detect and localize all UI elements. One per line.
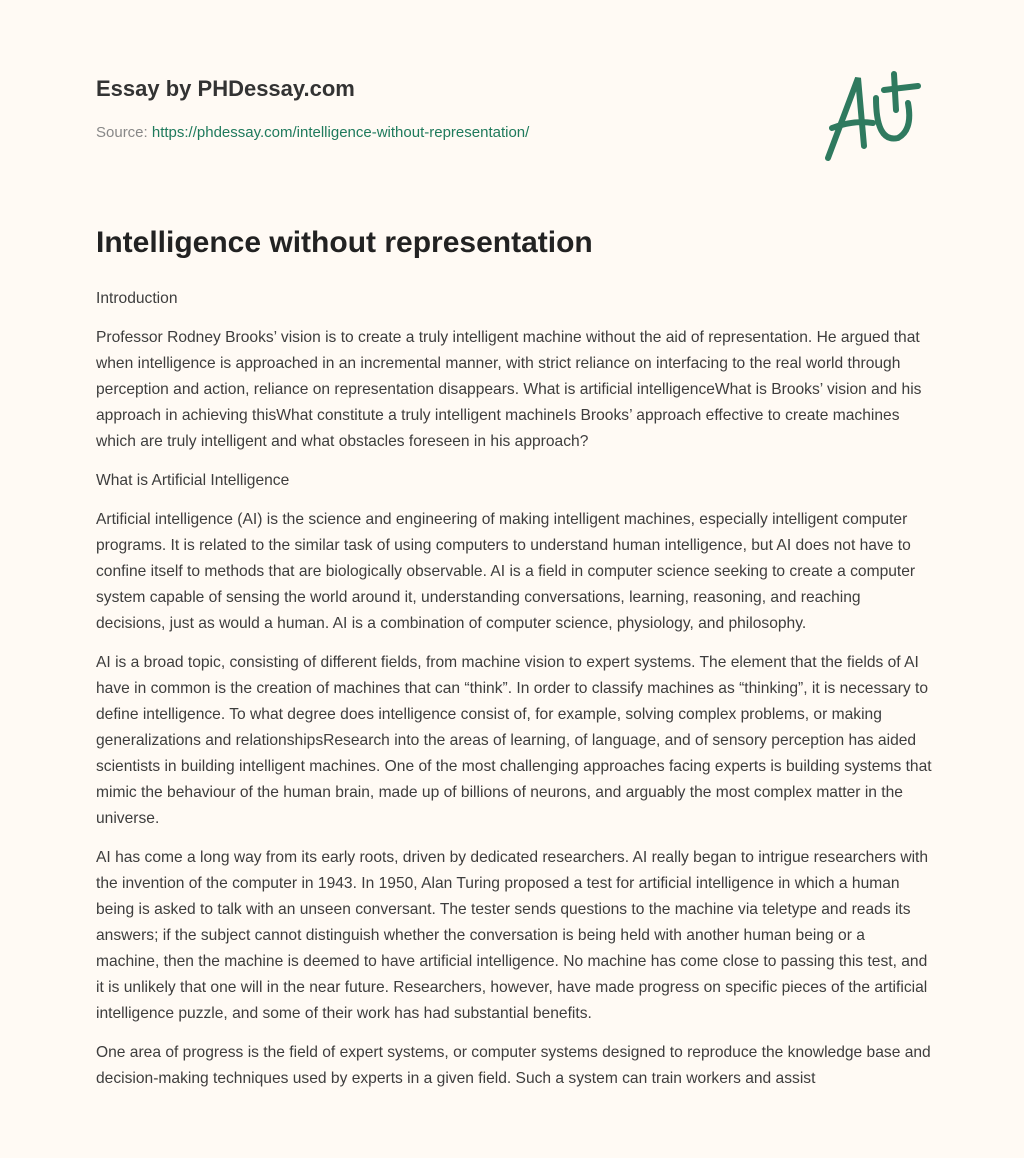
section-heading: Introduction — [96, 290, 178, 307]
source-line — [96, 124, 529, 141]
paragraph: One area of progress is the field of expert systems, or computer systems designed to reproduce the knowledge base and decision-making techniques used by experts in a given field. Such a system can train workers and assist — [96, 1044, 931, 1087]
paragraph: Artificial intelligence (AI) is the science and engineering of making intelligent machines, especially intelligent computer programs. It is related to the similar task of using computers to understand human intelligence, but AI does not have to confine itself to methods that are biologically observable. AI is a field in computer science seeking to create a computer system capable of sensing the world around it, understanding conversations, learning, reasoning, and reaching decisions, just as would a human. AI is a combination of computer science, physiology, and philosophy. — [96, 511, 916, 632]
essay-title: Intelligence without representation — [96, 226, 593, 259]
essay-body — [96, 286, 932, 1105]
site-brand: Essay by PHDessay.com — [96, 76, 355, 101]
source-label: Source: — [96, 124, 152, 141]
paragraph: Professor Rodney Brooks’ vision is to create a truly intelligent machine without the aid of representation. He argued that when intelligence is approached in an incremental manner, with strict reliance on interfacing to the real world through perception and action, reliance on representation disappears. What is artificial intelligenceWhat is Brooks’ vision and his approach in achieving thisWhat constitute a truly intelligent machineIs Brooks’ approach effective to create machines which are truly intelligent and what obstacles foreseen in his approach? — [96, 329, 922, 450]
paragraph: AI has come a long way from its early roots, driven by dedicated researchers. AI really began to intrigue researchers with the invention of the computer in 1943. In 1950, Alan Turing proposed a test for artificial intelligence in which a human being is asked to talk with an unseen conversant. The tester sends questions to the machine via teletype and reads its answers; if the subject cannot distinguish whether the conversation is being held with another human being or a machine, then the machine is deemed to have artificial intelligence. No machine has come close to passing this test, and it is unlikely that one will in the near future. Researchers, however, have made progress on specific pieces of the artificial intelligence puzzle, and some of their work has had substantial benefits. — [96, 849, 929, 1022]
section-heading: What is Artificial Intelligence — [96, 472, 290, 489]
source-link[interactable]: https://phdessay.com/intelligence-without-representation/ — [151, 124, 530, 141]
paragraph: AI is a broad topic, consisting of different fields, from machine vision to expert systems. The element that the fields of AI have in common is the creation of machines that can “think”. In order to classify machines as “thinking”, it is necessary to define intelligence. To what degree does intelligence consist of, for example, solving complex problems, or making generalizations and relationshipsResearch into the areas of learning, of language, and of sensory perception has aided scientists in building intelligent machines. One of the most challenging approaches facing experts is building systems that mimic the behaviour of the human brain, made up of billions of neurons, and arguably the most complex matter in the universe. — [96, 654, 932, 827]
a-plus-logo-icon — [818, 68, 928, 164]
